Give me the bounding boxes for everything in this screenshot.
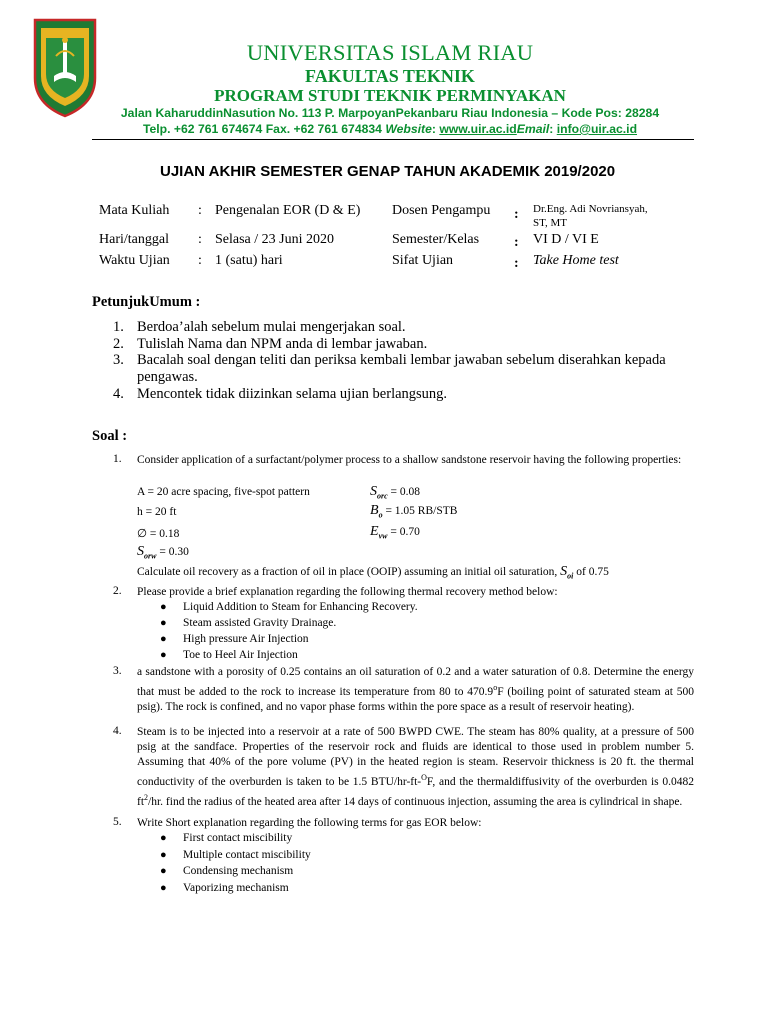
bullet: ● bbox=[160, 849, 167, 861]
param-phi: ∅ = 0.18 bbox=[137, 528, 180, 540]
email-link[interactable]: info@uir.ac.id bbox=[556, 122, 638, 136]
question-1-intro: Consider application of a surfactant/polymer process to a shallow sandstone reservoir having the following properties: bbox=[137, 454, 682, 466]
bullet: ● bbox=[160, 865, 167, 877]
list-number: 1. bbox=[113, 319, 124, 335]
param-A: A = 20 acre spacing, five-spot pattern bbox=[137, 486, 310, 498]
question-2-item: Toe to Heel Air Injection bbox=[183, 649, 298, 661]
list-number: 2. bbox=[113, 336, 124, 352]
faculty-name: FAKULTAS TEKNIK bbox=[305, 66, 475, 86]
question-1-calc: Calculate oil recovery as a fraction of oil in place (OOIP) assuming an initial oil saturation, $S_{oi}$ of 0.75 bbox=[137, 564, 609, 581]
contact-line: Telp. +62 761 674674 Fax. +62 761 674834 Website: www.uir.ac.idEmail: info@uir.ac.id bbox=[142, 122, 638, 136]
question-5-item: Vaporizing mechanism bbox=[183, 882, 289, 894]
question-5-intro: Write Short explanation regarding the following terms for gas EOR below: bbox=[137, 817, 482, 829]
colon: : bbox=[514, 235, 519, 250]
sifat-label: Sifat Ujian bbox=[392, 253, 454, 268]
question-number: 4. bbox=[113, 725, 122, 737]
question-3-text: a sandstone with a porosity of 0.25 contains an oil saturation of 0.2 and a water saturation of 0.8. Determine the energy that must be added to the rock to increase its temperature from 80 to 470.9$^o$F (boiling point of saturated steam at 500 psig). The rock is confined, and no vapor phase forms within the pore space as a result of reservoir heating). bbox=[137, 666, 694, 713]
hari-label: Hari/tanggal bbox=[99, 232, 169, 247]
hari-value: Selasa / 23 Juni 2020 bbox=[215, 232, 334, 247]
petunjuk-item: Mencontek tidak diizinkan selama ujian berlangsung. bbox=[137, 386, 448, 402]
question-4-text: Steam is to be injected into a reservoir at a rate of 500 BWPD CWE. The steam has 80% quality, at a pressure of 500 psig at the sandface. Properties of the reservoir rock and fluids are identical to those used in problem number 5. Assuming that 40% of the pore volume (PV) in the heated region is steam. Reservoir thickness is 20 ft. the thermal conductivity of the overburden is taken to be 1.5 BTU/hr-ft-$^O$F, and the thermaldiffusivity of the overburden is 0.0482 $ft^2/hr$. find the radius of the heated area after 14 days of continuous injection, assuming the area is cylindrical in shape. bbox=[137, 726, 694, 808]
param-sorc: $S_{orc} = 0.08$ bbox=[370, 484, 421, 501]
university-name: UNIVERSITAS ISLAM RIAU bbox=[246, 40, 534, 65]
bullet: ● bbox=[160, 882, 167, 894]
dosen-value-1: Dr.Eng. Adi Novriansyah, bbox=[533, 203, 648, 215]
program-name: PROGRAM STUDI TEKNIK PERMINYAKAN bbox=[214, 86, 566, 105]
question-2-item: Liquid Addition to Steam for Enhancing Recovery. bbox=[183, 601, 418, 613]
question-number: 1. bbox=[113, 453, 122, 465]
colon: : bbox=[198, 203, 202, 218]
question-5-item: Condensing mechanism bbox=[183, 865, 294, 877]
header-divider bbox=[92, 139, 694, 140]
param-h: h = 20 ft bbox=[137, 506, 177, 518]
waktu-label: Waktu Ujian bbox=[99, 253, 170, 268]
mata-kuliah-label: Mata Kuliah bbox=[99, 203, 170, 218]
colon: : bbox=[198, 232, 202, 247]
question-5-item: Multiple contact miscibility bbox=[183, 849, 311, 861]
dosen-value-2: ST, MT bbox=[533, 217, 568, 229]
phone-fax: Telp. +62 761 674674 Fax. +62 761 674834 bbox=[142, 122, 386, 136]
question-2-item: Steam assisted Gravity Drainage. bbox=[183, 617, 337, 629]
list-number: 3. bbox=[113, 352, 124, 368]
question-5-item: First contact miscibility bbox=[183, 832, 293, 844]
semester-label: Semester/Kelas bbox=[392, 232, 480, 247]
param-evw: $E_{vw} = 0.70$ bbox=[370, 524, 420, 541]
param-bo: $B_o = 1.05$ RB/STB bbox=[370, 503, 458, 520]
colon: : bbox=[514, 256, 519, 271]
colon: : bbox=[514, 207, 519, 222]
mata-kuliah-value: Pengenalan EOR (D & E) bbox=[215, 203, 361, 218]
bullet: ● bbox=[160, 617, 167, 629]
question-2-item: High pressure Air Injection bbox=[183, 633, 309, 645]
question-2-intro: Please provide a brief explanation regarding the following thermal recovery method below: bbox=[137, 586, 558, 598]
list-number: 4. bbox=[113, 386, 124, 402]
question-number: 2. bbox=[113, 585, 122, 597]
question-number: 3. bbox=[113, 665, 122, 677]
website-label: Website bbox=[385, 122, 432, 136]
bullet: ● bbox=[160, 649, 167, 661]
website-link[interactable]: www.uir.ac.id bbox=[439, 122, 517, 136]
bullet: ● bbox=[160, 633, 167, 645]
petunjuk-title: PetunjukUmum : bbox=[92, 294, 201, 310]
question-number: 5. bbox=[113, 816, 122, 828]
petunjuk-item: Tulislah Nama dan NPM anda di lembar jawaban. bbox=[137, 336, 428, 352]
sifat-value: Take Home test bbox=[533, 253, 619, 268]
dosen-label: Dosen Pengampu bbox=[392, 203, 491, 218]
colon: : bbox=[198, 253, 202, 268]
exam-title: UJIAN AKHIR SEMESTER GENAP TAHUN AKADEMIK 2019/2020 bbox=[160, 163, 616, 180]
petunjuk-item: Bacalah soal dengan teliti dan periksa kembali lembar jawaban sebelum diserahkan kepada pengawas. bbox=[137, 352, 666, 385]
waktu-value: 1 (satu) hari bbox=[215, 253, 283, 268]
address-line: Jalan KaharuddinNasution No. 113 P. MarpoyanPekanbaru Riau Indonesia – Kode Pos: 28284 bbox=[120, 106, 660, 120]
bullet: ● bbox=[160, 832, 167, 844]
param-sorw: $S_{orw} = 0.30$ bbox=[137, 544, 189, 561]
semester-value: VI D / VI E bbox=[533, 232, 599, 247]
bullet: ● bbox=[160, 601, 167, 613]
university-logo bbox=[32, 16, 98, 118]
petunjuk-item: Berdoa’alah sebelum mulai mengerjakan soal. bbox=[137, 319, 406, 335]
email-label: Email bbox=[516, 122, 550, 136]
soal-title: Soal : bbox=[92, 428, 128, 444]
